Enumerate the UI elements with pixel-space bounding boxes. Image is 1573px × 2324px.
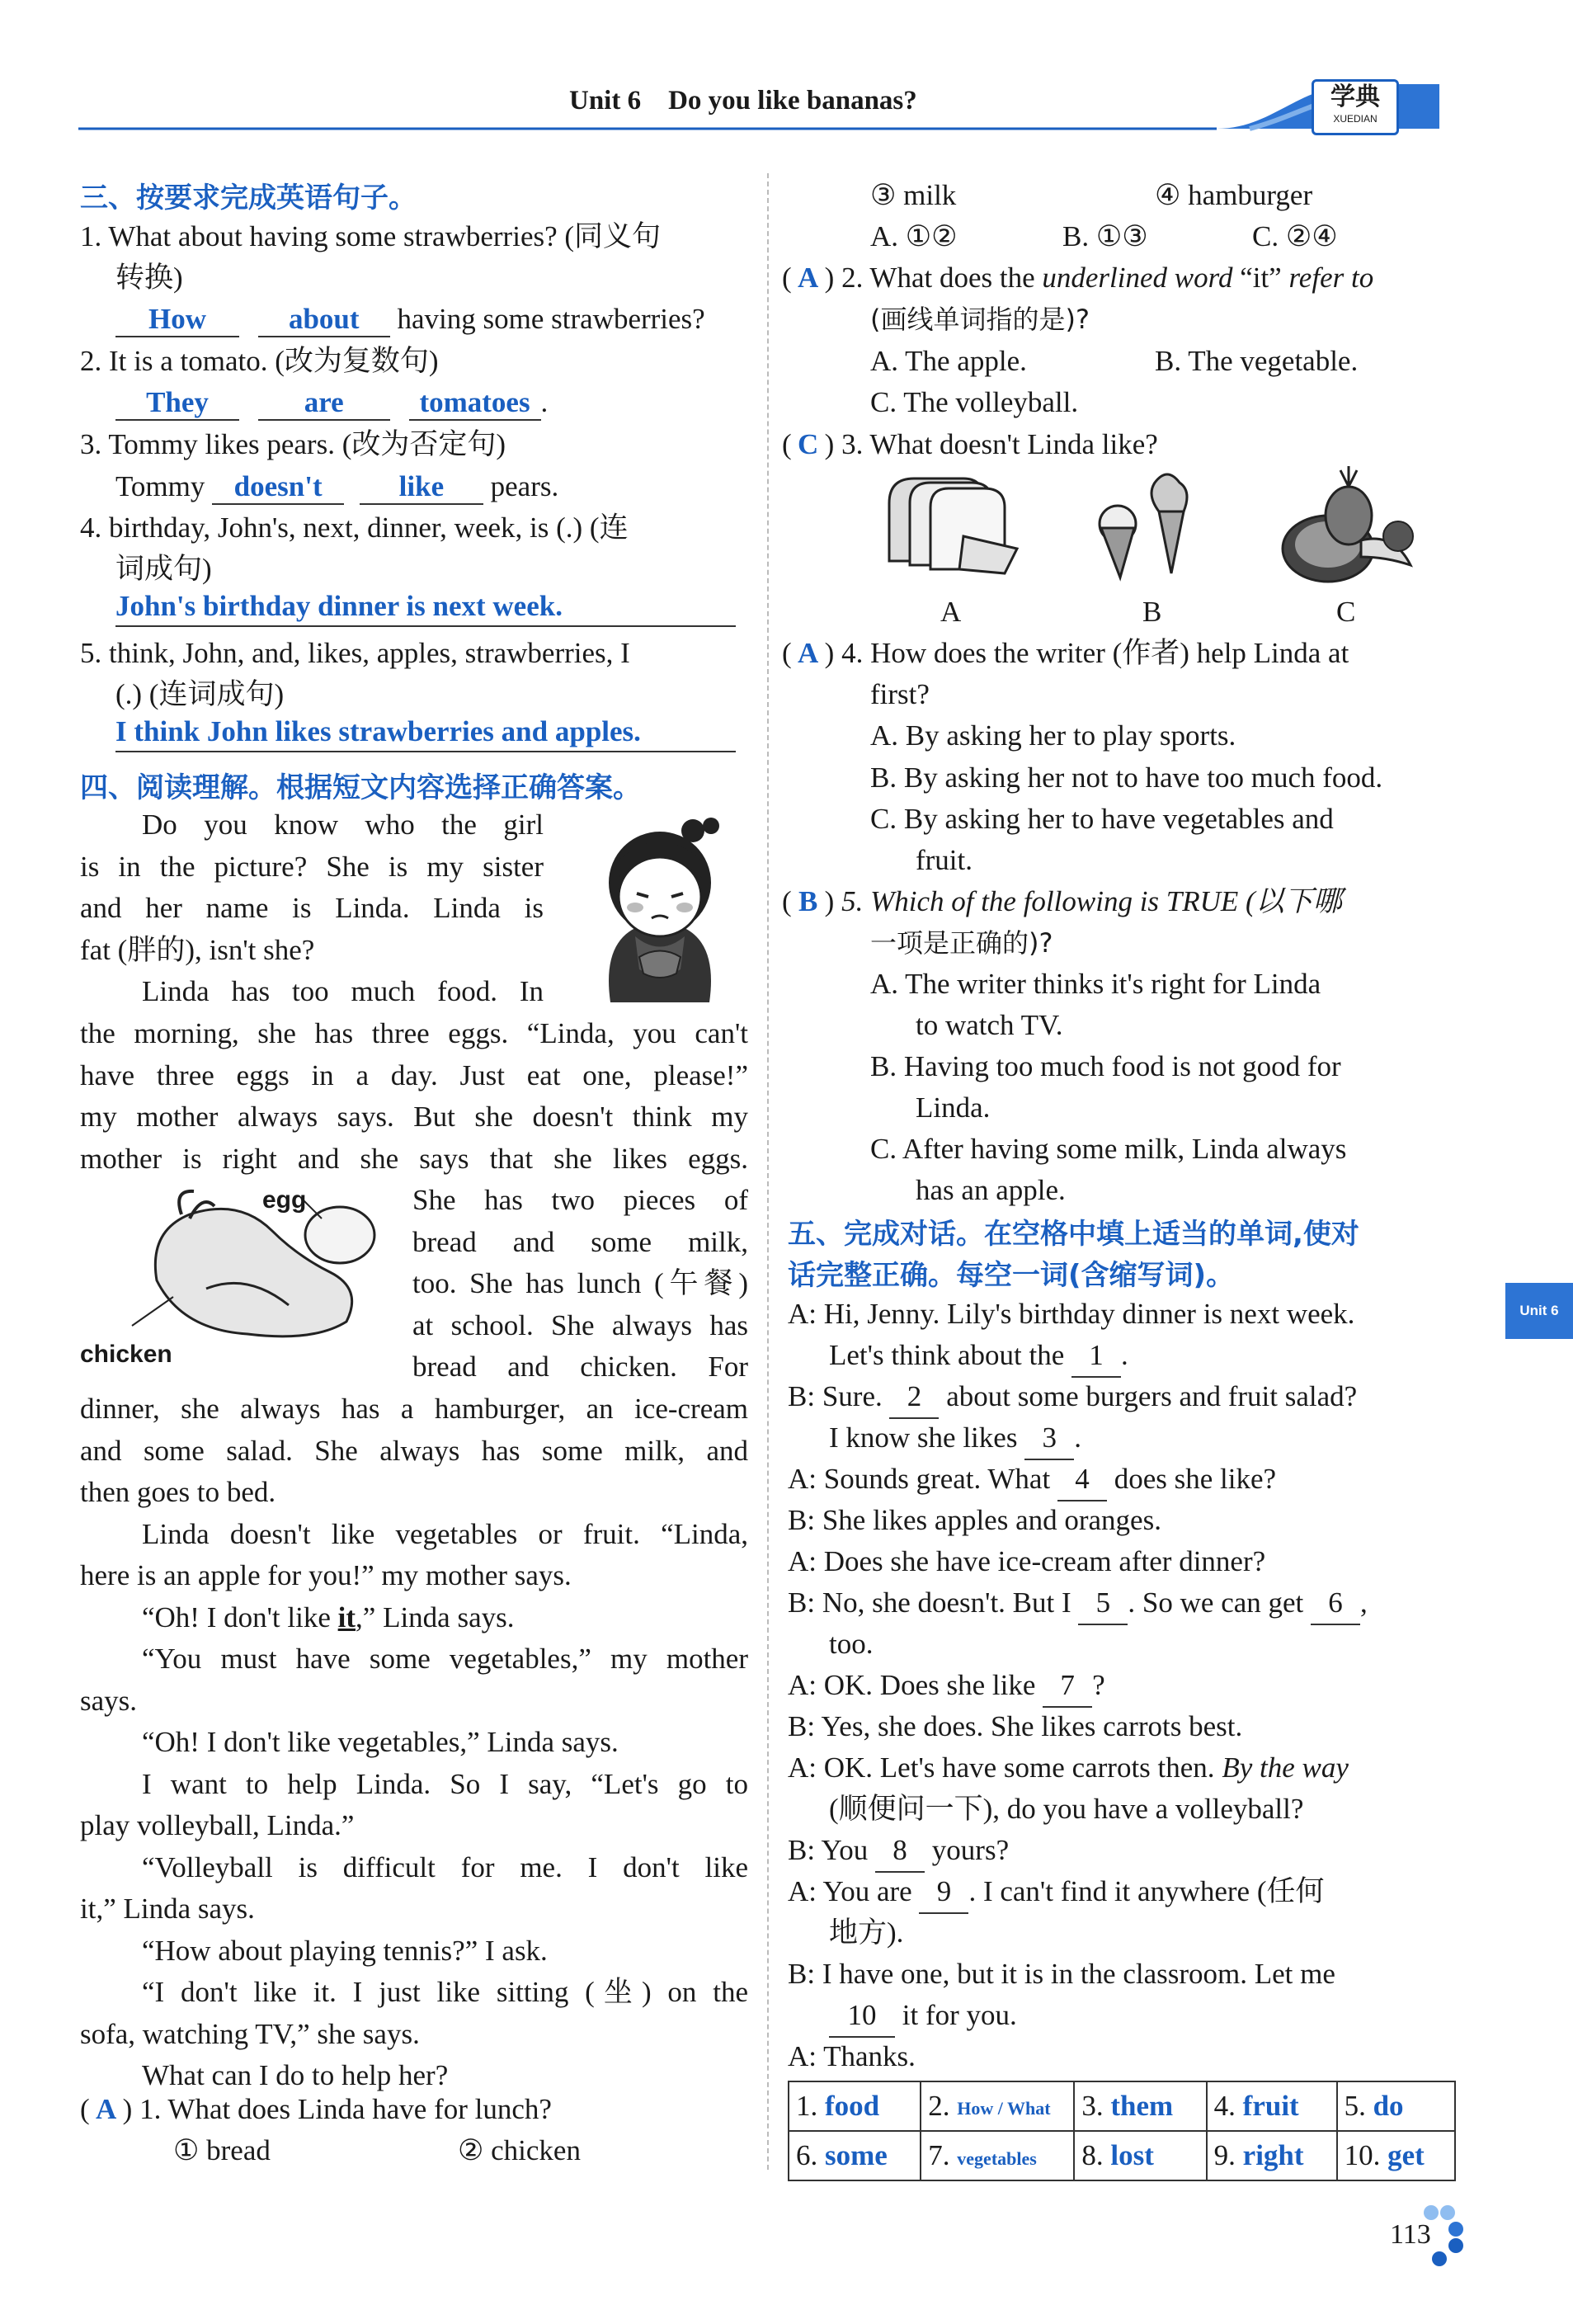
- s4-q3-label-b: B: [1142, 596, 1162, 628]
- s4-q4-choice-c1: C. By asking her to have vegetables and: [870, 803, 1334, 835]
- s4-q1-opt2: ② chicken: [458, 2134, 581, 2166]
- dialogue-text: A: OK. Let's have some carrots then.: [788, 1751, 1222, 1784]
- dialogue-text: about some burgers and fruit salad?: [939, 1380, 1358, 1412]
- dialogue-text: B: You: [788, 1834, 876, 1866]
- dialogue-line: [829, 1335, 1128, 1378]
- blank-7: 7: [1043, 1665, 1092, 1708]
- page-number: 113: [1390, 2219, 1431, 2250]
- key-cell: [1074, 2131, 1206, 2180]
- key-number: 9.: [1213, 2139, 1236, 2171]
- s4-q4-line2: first?: [870, 678, 930, 710]
- dialogue-text: yours?: [925, 1834, 1010, 1866]
- dialogue-line: [788, 1871, 1324, 1914]
- key-answer: some: [825, 2139, 888, 2171]
- key-cell: [921, 2081, 1074, 2131]
- s4-q4-answer: A: [798, 637, 819, 669]
- blank-1: 1: [1071, 1335, 1121, 1378]
- s4-q1-opt4: ④ hamburger: [1155, 179, 1313, 211]
- dialogue-line: (顺便问一下), do you have a volleyball?: [829, 1793, 1304, 1825]
- passage-line: too. She has lunch (午餐): [412, 1267, 748, 1299]
- dialogue-text: .: [1074, 1421, 1081, 1454]
- dialogue-line: 地方).: [829, 1916, 904, 1949]
- s3-q1-line2: 转换): [115, 262, 183, 294]
- s4-q2-answer: A: [798, 262, 819, 294]
- blank-9: 9: [919, 1871, 968, 1914]
- passage-line: dinner, she always has a hamburger, an ice-cream: [80, 1393, 748, 1425]
- s4-q4-choice-a: A. By asking her to play sports.: [870, 719, 1236, 752]
- label-chicken: chicken: [80, 1341, 172, 1368]
- s3-q3-line1: 3. Tommy likes pears. (改为否定句): [80, 428, 506, 460]
- passage-block-3: [412, 1180, 748, 1388]
- dialogue-text: .: [1121, 1339, 1128, 1371]
- dialogue-line: [829, 1417, 1081, 1460]
- s4-q1-answer: A: [96, 2093, 117, 2125]
- passage-line: She has two pieces of: [412, 1184, 748, 1216]
- dialogue-line: B: Yes, she does. She likes carrots best.: [788, 1710, 1243, 1742]
- blank-8: 8: [875, 1830, 925, 1873]
- s4-q2-italic1: underlined word: [1042, 262, 1233, 294]
- s3-q4-line1: 4. birthday, John's, next, dinner, week, is (.) (连: [80, 511, 629, 544]
- underlined-it: it: [337, 1600, 356, 1633]
- passage-line: What can I do to help her?: [142, 2059, 449, 2091]
- s4-q4-choice-c2: fruit.: [916, 844, 973, 876]
- passage-line: at school. She always has: [412, 1308, 748, 1341]
- hex-dots-decoration: [1411, 2203, 1476, 2269]
- s3-q3-answer1: doesn't: [212, 470, 344, 505]
- key-answer: right: [1242, 2139, 1304, 2171]
- key-number: 4.: [1213, 2090, 1236, 2122]
- key-number: 6.: [796, 2139, 818, 2171]
- s4-q5-choice-c2: has an apple.: [916, 1174, 1066, 1206]
- s3-q2-answer-line: [115, 382, 548, 423]
- dialogue-line: [788, 1459, 1276, 1501]
- passage-line: it,” Linda says.: [80, 1893, 255, 1925]
- s4-q4: ( A ) 4. How does the writer (作者) help Linda at: [782, 633, 1349, 674]
- key-number: 3.: [1081, 2090, 1104, 2122]
- s3-q5-answer-line: [115, 713, 736, 752]
- logo-text: 学典: [1330, 82, 1380, 111]
- dialogue-text: . So we can get: [1128, 1586, 1312, 1619]
- passage-line: have three eggs in a day. Just eat one, please!”: [80, 1058, 748, 1091]
- dialogue-line: [788, 1747, 1349, 1789]
- passage-it-pre: “Oh! I don't like: [142, 1600, 338, 1633]
- blank-10: 10: [829, 1995, 895, 2038]
- s3-q4-answer: John's birthday dinner is next week.: [115, 590, 563, 622]
- logo-subtext: XUEDIAN: [1333, 113, 1378, 125]
- s4-q2-mid: “it”: [1232, 262, 1289, 294]
- blank-6: 6: [1311, 1582, 1360, 1625]
- blank-4: 4: [1057, 1459, 1107, 1501]
- key-cell: [1074, 2081, 1206, 2131]
- passage-line: “You must have some vegetables,” my mother: [142, 1643, 748, 1675]
- s4-q1-choice-a: A. ①②: [870, 220, 958, 252]
- dialogue-text: A: OK. Does she like: [788, 1669, 1043, 1701]
- s3-q1-answer-line: [115, 299, 705, 340]
- key-cell: [789, 2131, 921, 2180]
- dialogue-text: ,: [1360, 1586, 1368, 1619]
- key-cell: [789, 2081, 921, 2131]
- dialogue-line: A: Hi, Jenny. Lily's birthday dinner is next week.: [788, 1298, 1355, 1330]
- s3-q1-answer1: How: [115, 303, 239, 337]
- dialogue-text: it for you.: [895, 1999, 1017, 2031]
- s4-q3-label-c: C: [1336, 596, 1356, 628]
- s3-q2-answer2: are: [258, 386, 390, 421]
- dialogue-text: A: Sounds great. What: [788, 1463, 1057, 1495]
- s4-q5-choice-c1: C. After having some milk, Linda always: [870, 1133, 1347, 1165]
- key-number: 7.: [928, 2139, 950, 2171]
- s4-q2-pre: 2. What does the: [841, 262, 1043, 294]
- s3-q3-rest: pears.: [490, 470, 559, 502]
- blank-2: 2: [889, 1376, 939, 1419]
- dialogue-line: [788, 1582, 1368, 1625]
- passage-line: then goes to bed.: [80, 1476, 276, 1508]
- s3-q1-rest: having some strawberries?: [397, 303, 705, 335]
- s3-q2-answer3: tomatoes: [409, 386, 541, 421]
- s4-q5-choice-a1: A. The writer thinks it's right for Linda: [870, 968, 1321, 1000]
- table-row: [789, 2081, 1455, 2131]
- dialogue-text: ?: [1092, 1669, 1105, 1701]
- label-egg: egg: [262, 1186, 307, 1214]
- passage-line: is in the picture? She is my sister: [80, 850, 544, 883]
- key-answer: do: [1373, 2090, 1404, 2122]
- dialogue-text: does she like?: [1106, 1463, 1277, 1495]
- s3-q2-answer1: They: [115, 386, 239, 421]
- logo-box: [1312, 79, 1399, 135]
- passage-line: says.: [80, 1684, 138, 1717]
- s3-q5-line1: 5. think, John, and, likes, apples, strawberries, I: [80, 637, 630, 669]
- s3-q2-line1: 2. It is a tomato. (改为复数句): [80, 345, 439, 377]
- s4-q3-answer: C: [798, 428, 819, 460]
- key-answer: them: [1110, 2090, 1174, 2122]
- side-tab: [1505, 1283, 1573, 1339]
- section4-heading: 四、阅读理解。根据短文内容选择正确答案。: [80, 771, 641, 804]
- s4-q1-opt1: ① bread: [173, 2134, 271, 2166]
- dialogue-line: A: Does she have ice-cream after dinner?: [788, 1545, 1266, 1577]
- s4-q2-line2: (画线单词指的是)?: [870, 304, 1090, 335]
- key-answer: get: [1387, 2139, 1425, 2171]
- s4-q4-line1: 4. How does the writer (作者) help Linda at: [841, 637, 1349, 669]
- key-number: 8.: [1081, 2139, 1104, 2171]
- key-cell: [1207, 2131, 1337, 2180]
- passage-line: bread and some milk,: [412, 1225, 748, 1258]
- passage-line-it: [80, 1597, 748, 1639]
- dialogue-text: . I can't find it anywhere (任何: [968, 1875, 1325, 1907]
- dialogue-line: [788, 1830, 1009, 1873]
- passage-line: “Volleyball is difficult for me. I don't like: [142, 1850, 748, 1883]
- key-number: 2.: [928, 2090, 950, 2122]
- s4-q5: ( B ) 5. Which of the following is TRUE (以下哪: [782, 881, 1342, 922]
- key-answer: fruit: [1242, 2090, 1299, 2122]
- table-row: [789, 2131, 1455, 2180]
- s4-q3: ( C ) 3. What doesn't Linda like?: [782, 424, 1158, 465]
- key-cell: [1207, 2081, 1337, 2131]
- passage-line: my mother always says. But she doesn't think my: [80, 1101, 748, 1133]
- dialogue-line: [788, 1376, 1357, 1419]
- s4-q5-line2: 一项是正确的)?: [870, 927, 1053, 959]
- section3-heading: 三、按要求完成英语句子。: [80, 181, 417, 214]
- key-cell: [921, 2131, 1074, 2180]
- chicken-egg-illustration: [124, 1181, 388, 1346]
- ice-cream-image: [1089, 466, 1204, 582]
- passage-line: Linda has too much food. In: [142, 975, 544, 1007]
- blank-3: 3: [1024, 1417, 1074, 1460]
- dialogue-line: A: Thanks.: [788, 2040, 916, 2072]
- s4-q1-text: 1. What does Linda have for lunch?: [139, 2093, 552, 2125]
- passage-line: I want to help Linda. So I say, “Let's go to: [142, 1767, 748, 1800]
- column-divider: [767, 173, 769, 2170]
- dialogue-line: B: I have one, but it is in the classroom. Let me: [788, 1958, 1335, 1990]
- dialogue-italic: By the way: [1222, 1751, 1349, 1784]
- s4-q2-choice-a: A. The apple.: [870, 345, 1027, 377]
- dialogue-line: [829, 1995, 1017, 2038]
- side-tab-label: Unit 6: [1519, 1303, 1559, 1318]
- s4-q4-choice-b: B. By asking her not to have too much food.: [870, 761, 1383, 794]
- s3-q3-answer-line: [115, 466, 558, 507]
- answer-key-table: [788, 2081, 1456, 2181]
- passage-line: “Oh! I don't like vegetables,” Linda says.: [142, 1726, 619, 1758]
- key-answer: food: [825, 2090, 880, 2122]
- s4-q2-choice-c: C. The volleyball.: [870, 386, 1079, 418]
- s3-q4-line2: 词成句): [115, 553, 212, 585]
- section5-heading-line1: 五、完成对话。在空格中填上适当的单词,使对: [788, 1218, 1359, 1251]
- dialogue-text: B: No, she doesn't. But I: [788, 1586, 1079, 1619]
- passage-line: and her name is Linda. Linda is: [80, 892, 544, 924]
- passage-block-1: [80, 804, 544, 1013]
- header-rule: [78, 74, 1481, 140]
- passage-line: fat (胖的), isn't she?: [80, 933, 315, 966]
- s4-q2: ( A ) 2. What does the underlined word “it” refer to: [782, 257, 1373, 299]
- bread-image: [881, 470, 1021, 577]
- dialogue-text: B: Sure.: [788, 1380, 890, 1412]
- s3-q5-answer: I think John likes strawberries and apples.: [115, 715, 641, 747]
- s4-q5-choice-b1: B. Having too much food is not good for: [870, 1050, 1341, 1082]
- key-number: 1.: [796, 2090, 818, 2122]
- s4-q5-line1: 5. Which of the following is TRUE (以下哪: [841, 885, 1342, 917]
- girl-illustration: [577, 804, 742, 1006]
- passage-line: “I don't like it. I just like sitting (坐) on the: [142, 1976, 748, 2008]
- dialogue-text: Let's think about the: [829, 1339, 1072, 1371]
- dialogue-line: B: She likes apples and oranges.: [788, 1504, 1161, 1536]
- passage-line: and some salad. She always has some milk, and: [80, 1434, 748, 1467]
- passage-line: Linda doesn't like vegetables or fruit. “Linda,: [142, 1517, 748, 1550]
- key-answer: lost: [1110, 2139, 1154, 2171]
- fruit-image: [1279, 466, 1419, 586]
- passage-line: “How about playing tennis?” I ask.: [142, 1934, 548, 1967]
- s4-q5-answer: B: [798, 885, 818, 917]
- dialogue-text: A: You are: [788, 1875, 920, 1907]
- s3-q1-line1: 1. What about having some strawberries? (同义句: [80, 220, 662, 252]
- s3-q4-answer-line: [115, 587, 736, 627]
- key-answer: vegetables: [957, 2148, 1037, 2169]
- dialogue-line: too.: [829, 1628, 874, 1660]
- header-title: Unit 6 Do you like bananas?: [569, 86, 917, 115]
- s4-q5-choice-b2: Linda.: [916, 1091, 991, 1124]
- passage-line: here is an apple for you!” my mother says.: [80, 1559, 572, 1591]
- key-number: 5.: [1344, 2090, 1366, 2122]
- blank-5: 5: [1078, 1582, 1128, 1625]
- key-cell: [1337, 2081, 1455, 2131]
- passage-block-4: [80, 1388, 748, 2097]
- passage-line: mother is right and she says that she likes eggs.: [80, 1142, 748, 1175]
- s4-q3-label-a: A: [940, 596, 962, 628]
- s4-q5-choice-a2: to watch TV.: [916, 1009, 1063, 1041]
- passage-block-2: [80, 1013, 748, 1180]
- passage-it-post: ,” Linda says.: [356, 1600, 515, 1633]
- s3-q3-answer2: like: [360, 470, 483, 505]
- s4-q2-choice-b: B. The vegetable.: [1155, 345, 1359, 377]
- s3-q1-answer2: about: [258, 303, 390, 337]
- passage-line: Do you know who the girl: [142, 808, 544, 841]
- s4-q1: ( A ) 1. What does Linda have for lunch?: [80, 2089, 552, 2130]
- s4-q3-text: 3. What doesn't Linda like?: [841, 428, 1158, 460]
- s4-q1-choice-c: C. ②④: [1252, 220, 1338, 252]
- s3-q3-pre: Tommy: [115, 470, 205, 502]
- passage-line: bread and chicken. For: [412, 1351, 748, 1383]
- s4-q1-choice-b: B. ①③: [1062, 220, 1148, 252]
- key-answer: How / What: [957, 2097, 1051, 2119]
- key-number: 10.: [1344, 2139, 1381, 2171]
- s3-q5-line2: (.) (连词成句): [115, 678, 285, 710]
- passage-line: the morning, she has three eggs. “Linda, you can't: [80, 1017, 748, 1049]
- passage-line: sofa, watching TV,” she says.: [80, 2017, 420, 2050]
- passage-line: play volleyball, Linda.”: [80, 1809, 355, 1841]
- key-cell: [1337, 2131, 1455, 2180]
- section5-heading-line2: 话完整正确。每空一词(含缩写词)。: [788, 1259, 1235, 1292]
- s4-q1-opt3: ③ milk: [870, 179, 957, 211]
- s4-q2-italic2: refer to: [1288, 262, 1374, 294]
- dialogue-text: I know she likes: [829, 1421, 1025, 1454]
- s3-q2-end: .: [540, 386, 549, 418]
- dialogue-line: [788, 1665, 1105, 1708]
